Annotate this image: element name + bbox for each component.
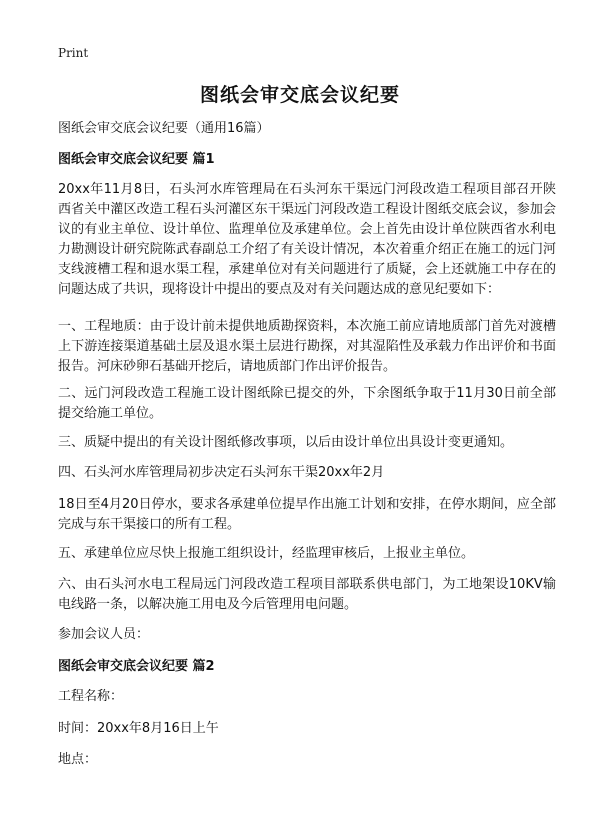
page-title: 图纸会审交底会议纪要 (199, 84, 400, 106)
attendees-label: 参加会议人员： (58, 627, 150, 642)
section1-heading: 图纸会审交底会议纪要 篇1 (58, 152, 215, 167)
section1-item1-paragraph: 一、工程地质：由于设计前未提供地质勘探资料，本次施工前应请地质部门首先对渡槽上下游连接渠道基础土层及退水渠土层进行勘探，对其湿陷性及承载力作出评价和书面报告。河床砂卵石基础开挖后，请地质部门作出评价报告。 (58, 319, 556, 374)
print-label[interactable]: Print (58, 46, 89, 60)
section1-intro-paragraph: 20xx年11月8日，石头河水库管理局在石头河东干渠远门河段改造工程项目部召开陕西省关中灌区改造工程石头河灌区东干渠远门河段改造工程设计图纸交底会议，参加会议的有业主单位、设计单位、监理单位及承建单位。会上首先由设计单位陕西省水利电力勘测设计研究院陈武春副总工介绍了有关设计情况，本次着重介绍正在施工的远门河支线渡槽工程和退水渠工程，承建单位对有关问题进行了质疑，会上还就施工中存在的问题达成了共识，现将设计中提出的要点及对有关问题达成的意见纪要如下： (58, 182, 556, 297)
section1-item2-paragraph: 二、远门河段改造工程施工设计图纸除已提交的外，下余图纸争取于11月30日前全部提交给施工单位。 (58, 386, 556, 421)
meeting-time: 时间：20xx年8月16日上午 (58, 721, 219, 736)
section1-item4-line2: 18日至4月20日停水，要求各承建单位提早作出施工计划和安排，在停水期间，应全部完成与东干渠接口的所有工程。 (58, 497, 556, 532)
section1-item6-paragraph: 六、由石头河水电工程局远门河段改造工程项目部联系供电部门，为工地架设10KV输电线路一条，以解决施工用电及今后管理用电问题。 (58, 577, 556, 612)
section1-item5-paragraph: 五、承建单位应尽快上报施工组织设计，经监理审核后，上报业主单位。 (58, 546, 475, 561)
section1-item4-line1: 四、石头河水库管理局初步决定石头河东干渠20xx年2月 (58, 465, 385, 480)
document-subtitle: 图纸会审交底会议纪要（通用16篇） (58, 121, 270, 136)
section1-item3-paragraph: 三、质疑中提出的有关设计图纸修改事项，以后由设计单位出具设计变更通知。 (58, 435, 514, 450)
section2-heading: 图纸会审交底会议纪要 篇2 (58, 659, 215, 674)
meeting-location-label: 地点： (58, 752, 98, 767)
project-name-label: 工程名称： (58, 689, 124, 704)
